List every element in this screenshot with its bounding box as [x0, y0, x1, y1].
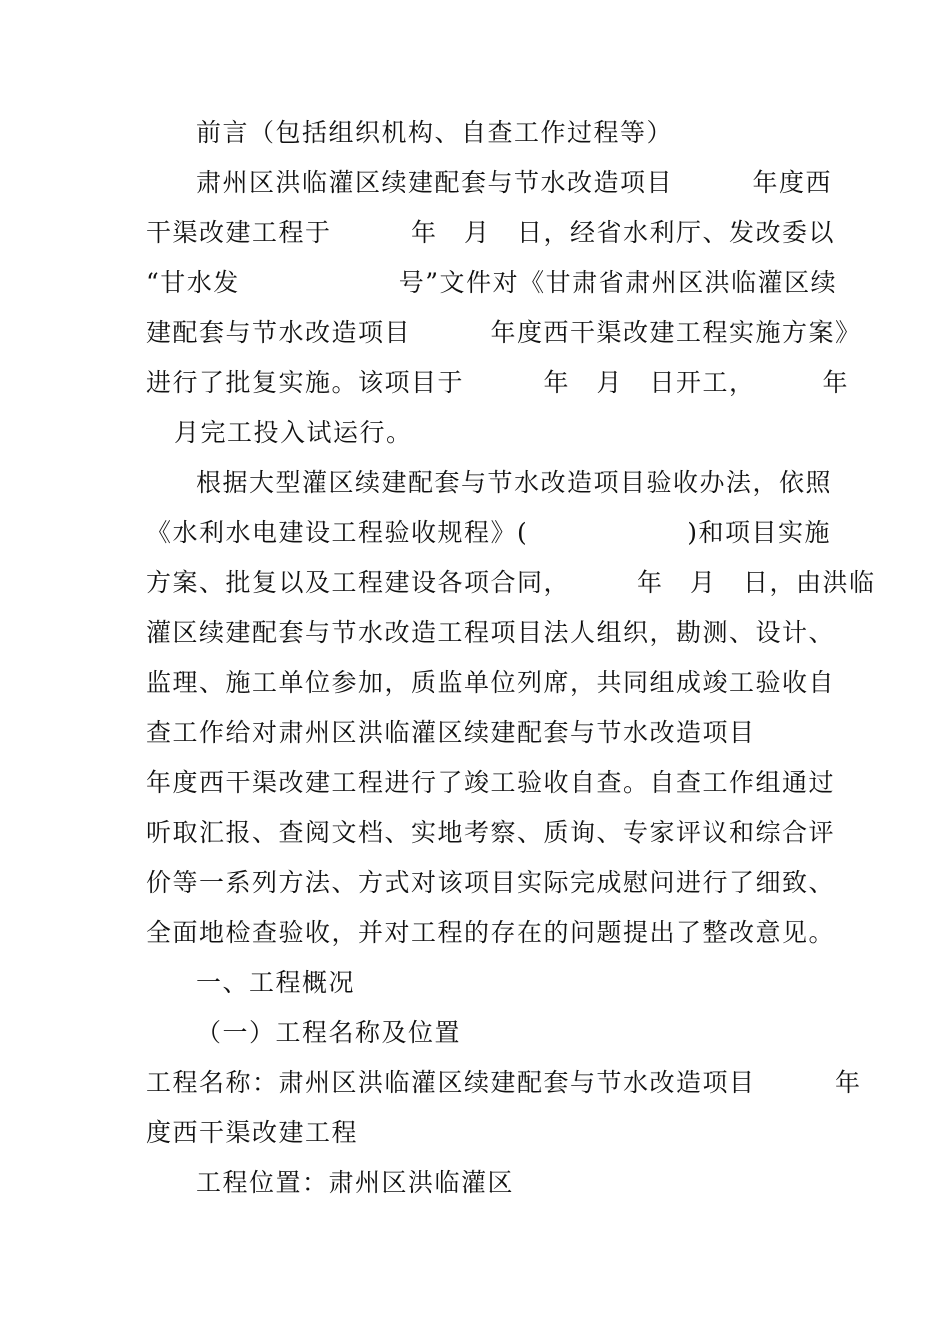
- paragraph-2-line-10: 全面地检查验收，并对工程的存在的问题提出了整改意见。: [146, 918, 836, 947]
- paragraph-2-line-7: 年度西干渠改建工程进行了竣工验收自查。自查工作组通过: [146, 768, 836, 797]
- paragraph-1-line-4: 建配套与节水改造项目 年度西干渠改建工程实施方案》: [146, 318, 862, 347]
- paragraph-2-line-2: 《水利水电建设工程验收规程》( )和项目实施: [146, 518, 832, 547]
- preface-heading: 前言（包括组织机构、自查工作过程等）: [196, 118, 674, 147]
- section-heading-1: 一、工程概况: [196, 968, 356, 997]
- paragraph-2-line-9: 价等一系列方法、方式对该项目实际完成慰问进行了细致、: [146, 868, 836, 897]
- paragraph-2-line-4: 灌区续建配套与节水改造工程项目法人组织，勘测、设计、: [146, 618, 836, 647]
- project-location: 工程位置：肃州区洪临灌区: [196, 1168, 515, 1197]
- paragraph-2-line-3: 方案、批复以及工程建设各项合同， 年 月 日，由洪临: [146, 568, 876, 597]
- paragraph-1-line-5: 进行了批复实施。该项目于 年 月 日开工， 年: [146, 368, 850, 397]
- project-name-line-2: 度西干渠改建工程: [146, 1118, 359, 1147]
- paragraph-2-line-5: 监理、施工单位参加，质监单位列席，共同组成竣工验收自: [146, 668, 836, 697]
- project-name-line-1: 工程名称：肃州区洪临灌区续建配套与节水改造项目 年: [146, 1068, 862, 1097]
- paragraph-1-line-3: “甘水发 号”文件对《甘肃省肃州区洪临灌区续: [146, 268, 838, 297]
- paragraph-1-line-2: 干渠改建工程于 年 月 日，经省水利厅、发改委以: [146, 218, 836, 247]
- paragraph-1-line-1: 肃州区洪临灌区续建配套与节水改造项目 年度西: [196, 168, 833, 197]
- subsection-heading-1: （一）工程名称及位置: [196, 1018, 462, 1047]
- paragraph-2-line-6: 查工作给对肃州区洪临灌区续建配套与节水改造项目: [146, 718, 756, 747]
- paragraph-2-line-8: 听取汇报、查阅文档、实地考察、质询、专家评议和综合评: [146, 818, 836, 847]
- paragraph-1-line-6: 月完工投入试运行。: [174, 418, 413, 447]
- paragraph-2-line-1: 根据大型灌区续建配套与节水改造项目验收办法，依照: [196, 468, 833, 497]
